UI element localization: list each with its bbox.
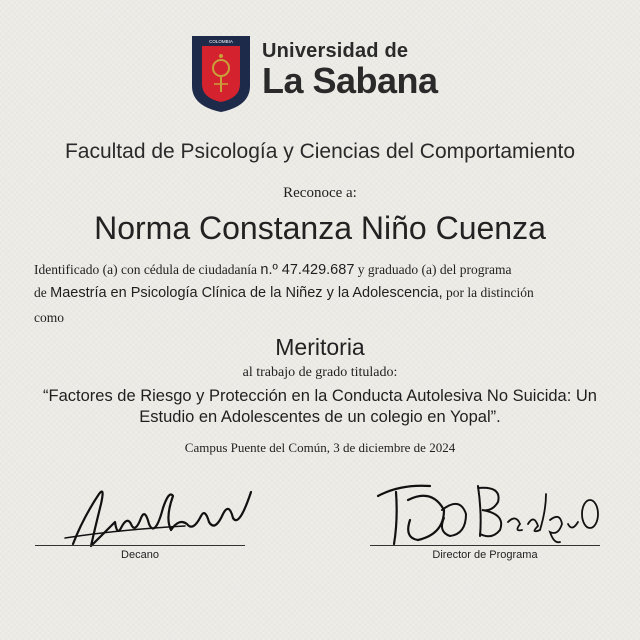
- recognition-intro: Reconoce a:: [283, 185, 357, 201]
- body-line-1: [34, 262, 511, 278]
- body-text-3: de: [34, 285, 47, 300]
- body-text-4: por la distinción: [446, 285, 534, 300]
- thesis-title: “Factores de Riesgo y Protección en la Conducta Autolesiva No Suicida: Un Estudio en Adolescentes de un colegio en Yopal”.: [43, 387, 597, 426]
- body-text-5: como: [34, 310, 64, 325]
- director-role-label: Director de Programa: [432, 549, 538, 561]
- director-signature-icon: [370, 470, 600, 552]
- dean-role-label: Decano: [121, 549, 159, 561]
- body-line-2: [34, 285, 534, 301]
- thesis-label: al trabajo de grado titulado:: [242, 365, 398, 380]
- date-place: Campus Puente del Común, 3 de diciembre de 2024: [184, 440, 456, 455]
- body-text-2: y graduado (a) del programa: [357, 262, 512, 277]
- id-number: n.º 47.429.687: [260, 262, 355, 278]
- university-seal-icon: [190, 34, 252, 114]
- university-name-line1: Universidad de: [262, 40, 409, 62]
- dean-signature-line: [35, 545, 245, 546]
- seal-top-text: COLOMBIA: [209, 39, 233, 44]
- director-signature-line: [370, 545, 600, 546]
- program-name: Maestría en Psicología Clínica de la Niñez y la Adolescencia,: [50, 285, 443, 301]
- dean-signature-icon: [55, 478, 270, 558]
- university-name-line2: La Sabana: [262, 60, 438, 101]
- recipient-name: Norma Constanza Niño Cuenza: [94, 210, 546, 246]
- distinction-title: Meritoria: [275, 334, 365, 360]
- faculty-name: Facultad de Psicología y Ciencias del Comportamiento: [64, 140, 576, 163]
- body-text-1: Identificado (a) con cédula de ciudadanía: [34, 262, 258, 277]
